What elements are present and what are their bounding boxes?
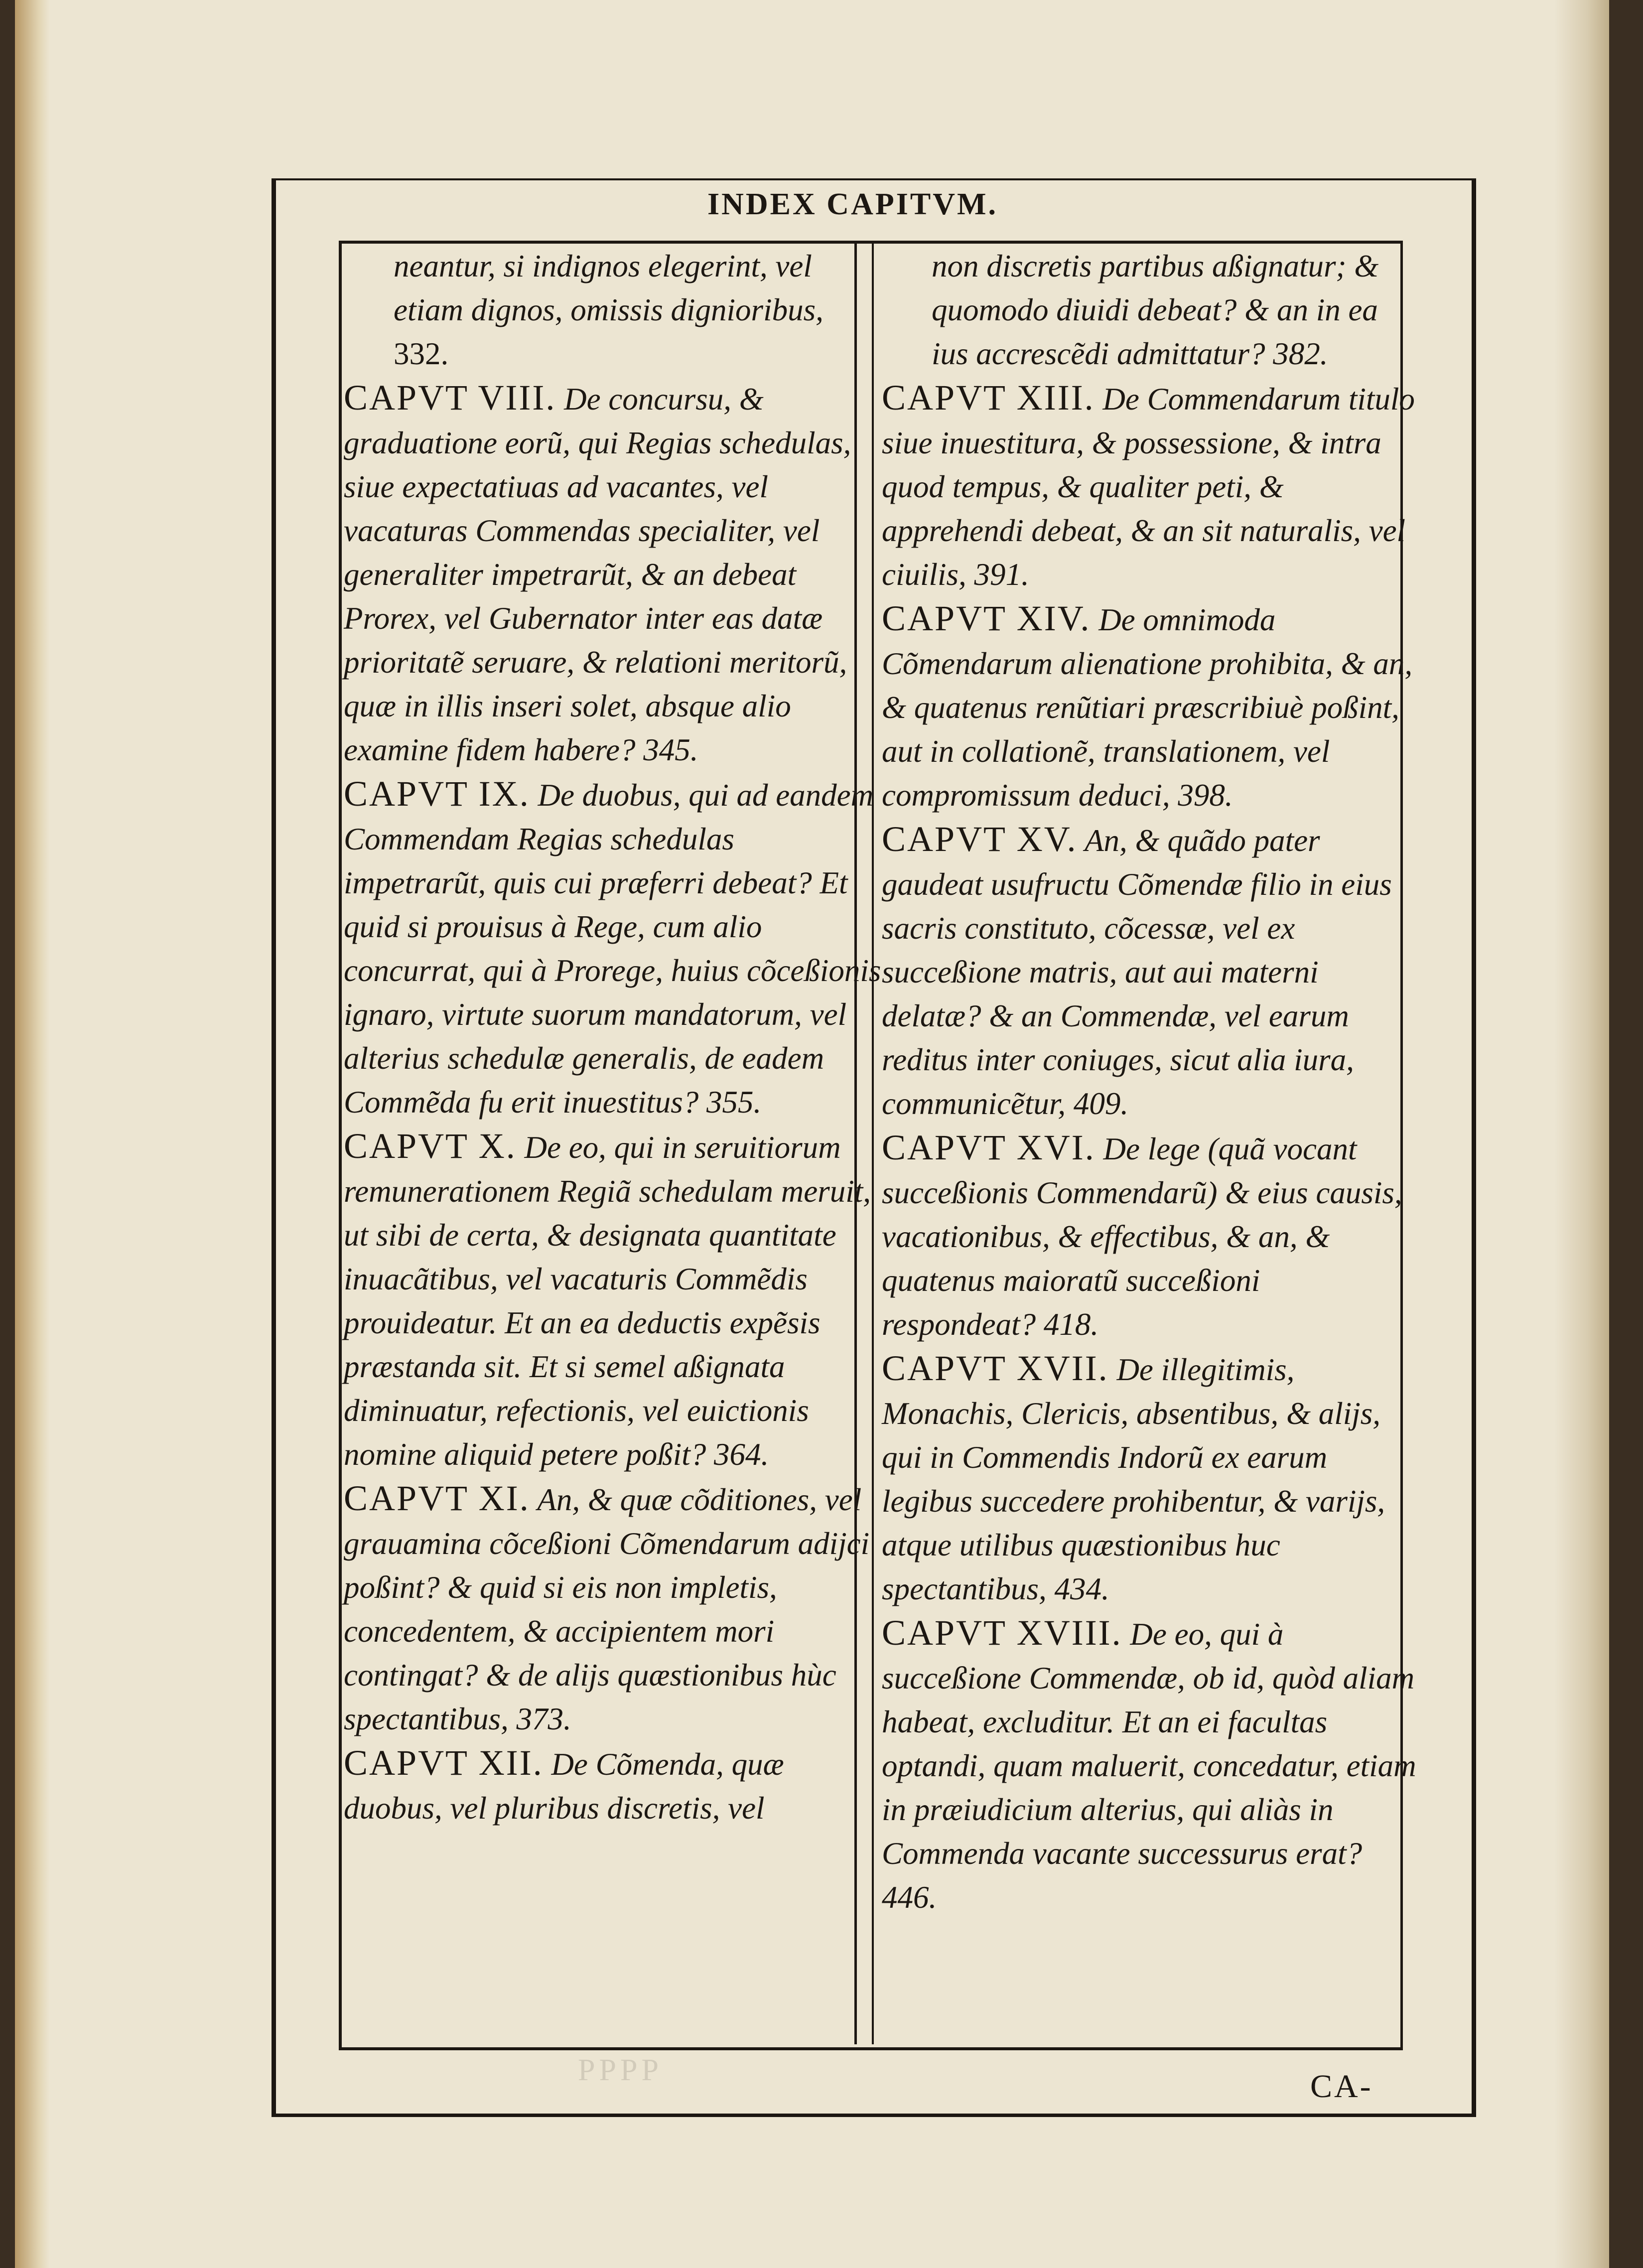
chapter-heading: CAPVT XII. [344, 1743, 544, 1783]
index-entry-continuation [344, 244, 882, 376]
index-entry [882, 1126, 1420, 1346]
chapter-heading: CAPVT IX. [344, 774, 530, 814]
chapter-heading: CAPVT XVI. [882, 1128, 1095, 1167]
index-entry [882, 1346, 1420, 1611]
entry-text: De illegitimis, Monachis, Clericis, absentibus, & alijs, qui in Commendis Indorũ ex earum legibus succedere prohibentur, & varijs, atque utilibus quæstionibus huc spectantibus, 434. [882, 1352, 1385, 1606]
entry-text: De Cõmenda, quæ duobus, vel pluribus discretis, vel [344, 1747, 784, 1826]
right-column [882, 244, 1420, 1919]
index-entry [882, 817, 1420, 1126]
entry-text: An, & quãdo pater gaudeat usufructu Cõmendæ filio in eius sacris constituto, cõcessæ, vel ex succeßione matris, aut aui materni delatæ? & an Commendæ, vel earum reditus inter coniuges, sicut alia iura, communicẽtur, 409. [882, 823, 1392, 1121]
index-entry-continuation [882, 244, 1420, 376]
entry-text: De concursu, & graduatione eorũ, qui Regias schedulas, siue expectatiuas ad vacantes, vel vacaturas Commendas specialiter, vel generaliter impetrarũt, & an debeat Prorex, vel Gubernator inter eas datæ prioritatẽ seruare, & relationi meritorũ, quæ in illis inseri solet, absque alio examine fidem habere? 345. [344, 382, 851, 767]
catchword: CA- [1310, 2068, 1373, 2105]
page-binding-edge [15, 0, 50, 2268]
signature-bleed-through: PPPP [578, 2053, 663, 2087]
chapter-heading: CAPVT XI. [344, 1478, 530, 1518]
entry-text: De eo, qui à succeßione Commendæ, ob id, quòd aliam habeat, excluditur. Et an ei facultas optandi, quam maluerit, concedatur, etiam in præiudicium alterius, qui aliàs in Commenda vacante successurus erat? 446. [882, 1617, 1416, 1915]
chapter-heading: CAPVT X. [344, 1126, 517, 1166]
entry-text: An, & quæ cõditiones, vel grauamina cõceßioni Cõmendarum adijci poßint? & quid si eis non impletis, concedentem, & accipientem mori contingat? & de alijs quæstionibus hùc spectantibus, 373. [344, 1482, 870, 1736]
page-reference: 332. [394, 336, 449, 371]
index-entry [882, 596, 1420, 817]
index-entry [344, 772, 882, 1124]
index-entry [344, 376, 882, 772]
left-column [344, 244, 882, 1830]
entry-text: De lege (quã vocant succeßionis Commendarũ) & eius causis, vacationibus, & effectibus, & an, & quatenus maioratũ succeßioni respondeat? 418. [882, 1132, 1402, 1342]
entry-text: De duobus, qui ad eandem Commendam Regias schedulas impetrarũt, quis cui præferri debeat? Et quid si prouisus à Rege, cum alio concurrat, qui à Prorege, huius cõceßionis ignaro, virtute suorum mandatorum, vel alterius schedulæ generalis, de eadem Commẽda fu erit inuestitus? 355. [344, 778, 881, 1120]
index-entry [344, 1124, 882, 1476]
entry-text: De eo, qui in seruitiorum remunerationem Regiã schedulam meruit, ut sibi de certa, & designata quantitate inuacãtibus, vel vacaturis Commẽdis prouideatur. Et an ea deductis expẽsis præstanda sit. Et si semel aßignata diminuatur, refectionis, vel euictionis nomine aliquid petere poßit? 364. [344, 1130, 871, 1472]
entry-text: neantur, si indignos elegerint, vel [394, 249, 812, 284]
chapter-heading: CAPVT XIV. [882, 598, 1091, 638]
chapter-heading: CAPVT XVIII. [882, 1613, 1122, 1653]
index-entry [344, 1741, 882, 1830]
chapter-heading: CAPVT XIII. [882, 378, 1095, 418]
page-fore-edge [1554, 0, 1609, 2268]
entry-text: De Commendarum titulo siue inuestitura, & possessione, & intra quod tempus, & qualiter peti, & apprehendi debeat, & an sit naturalis, vel ciuilis, 391. [882, 382, 1415, 592]
page-header-title: INDEX CAPITVM. [707, 187, 998, 221]
index-entry [344, 1476, 882, 1741]
chapter-heading: CAPVT VIII. [344, 378, 556, 418]
index-entry [882, 376, 1420, 596]
index-entry [882, 1611, 1420, 1919]
chapter-heading: CAPVT XV. [882, 819, 1078, 859]
entry-text: etiam dignos, omissis dignioribus, [394, 292, 823, 327]
entry-text: non discretis partibus aßignatur; & quomodo diuidi debeat? & an in ea ius accrescẽdi admittatur? 382. [932, 249, 1379, 371]
entry-text: De omnimoda Cõmendarum alienatione prohibita, & an, & quatenus renũtiari præscribiuè poßint, aut in collationẽ, translationem, vel compromissum deduci, 398. [882, 602, 1413, 813]
chapter-heading: CAPVT XVII. [882, 1348, 1109, 1388]
